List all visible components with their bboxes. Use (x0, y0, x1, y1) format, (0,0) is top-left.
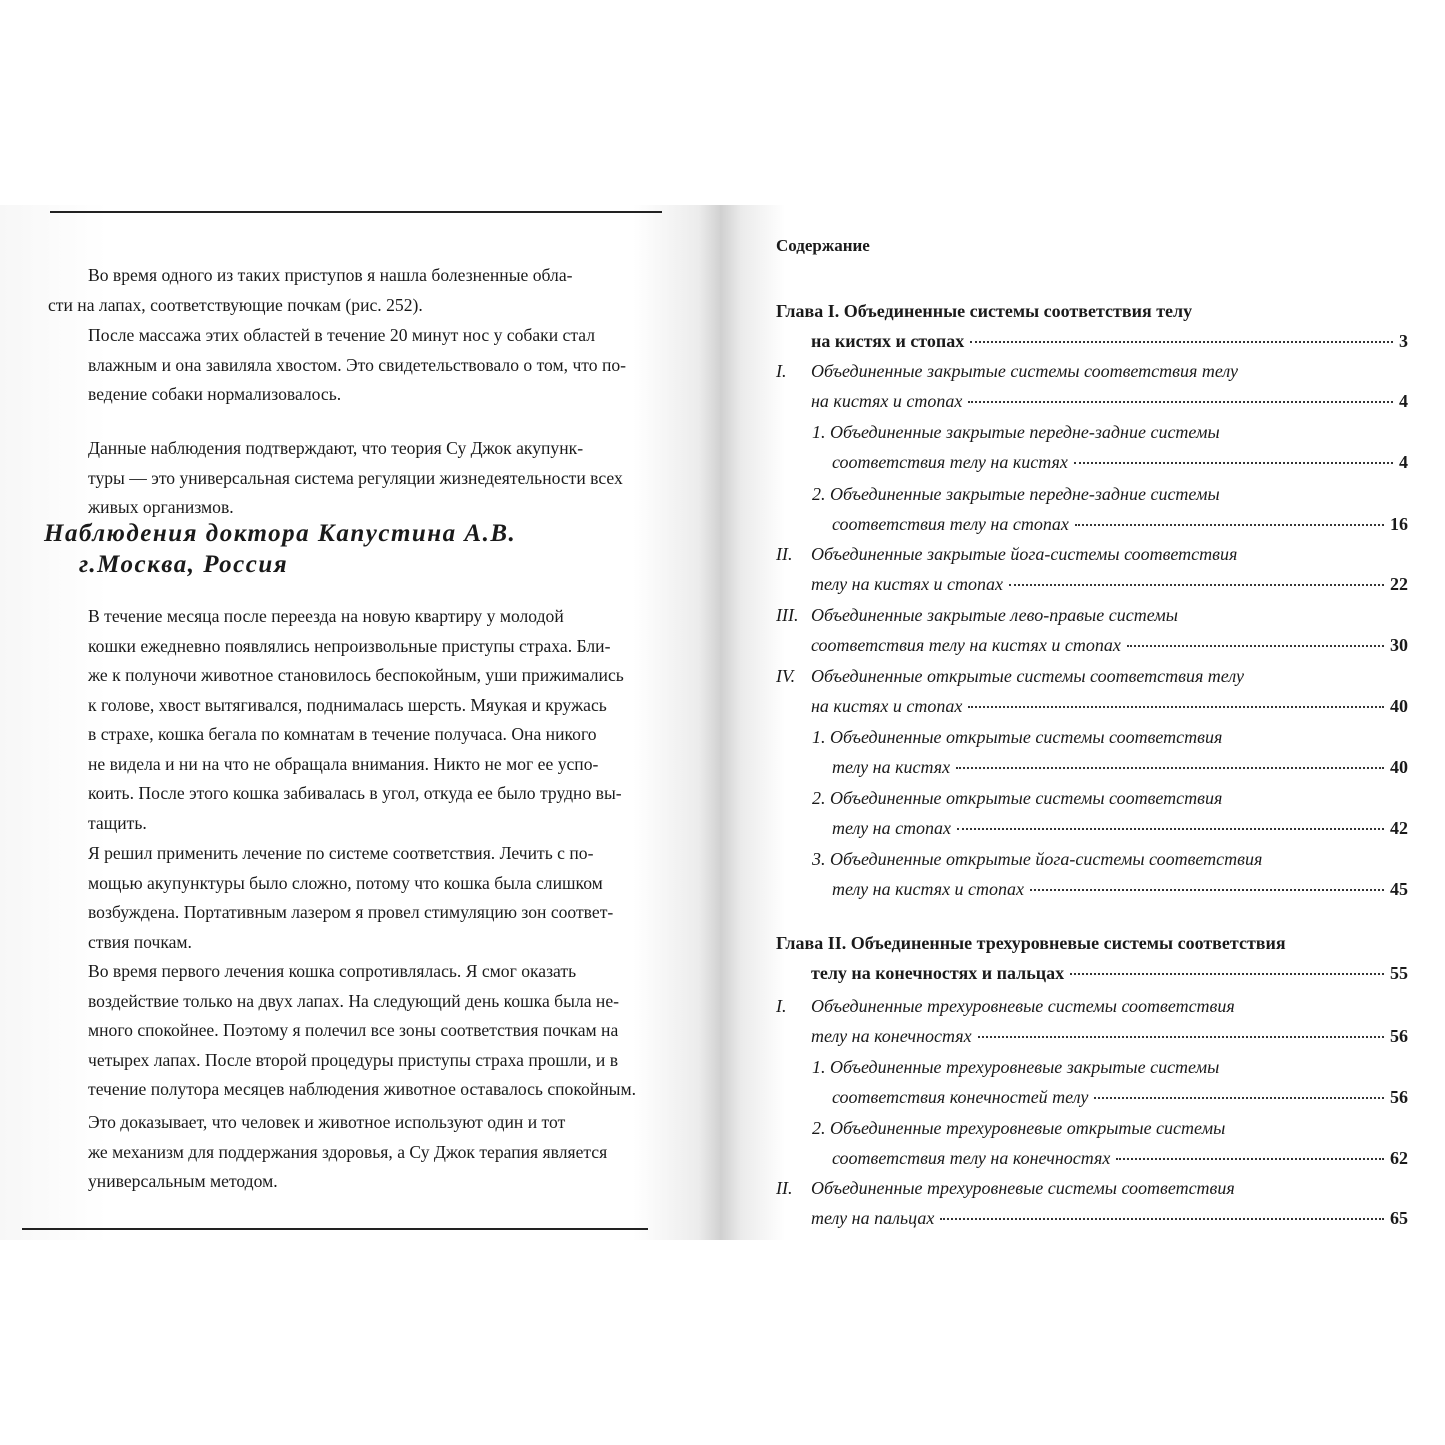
paragraph-4 (48, 602, 648, 838)
page-number: 16 (1390, 514, 1408, 534)
page-number: 45 (1390, 879, 1408, 899)
section-heading (44, 518, 516, 580)
page-number: 30 (1390, 635, 1408, 655)
heading-line-1: Наблюдения доктора Капустина А.В. (44, 520, 517, 547)
section-title-line-2 (832, 513, 1408, 535)
bottom-rule (22, 1228, 648, 1230)
dot-leader (956, 767, 1384, 769)
section-title-line-1: 1. Объединенные трехуровневые закрытые системы (812, 1057, 1220, 1077)
section-title-text: соответствия телу на стопах (832, 514, 1069, 534)
section-title-text: на кистях и стопах (811, 391, 963, 411)
text-line: в страхе, кошка бегала по комнатам в течение получаса. Она никого (88, 724, 597, 744)
section-title-line-1: 2. Объединенные закрытые передне-задние системы (812, 484, 1220, 504)
text-line: Я решил применить лечение по системе соответствия. Лечить с по- (88, 843, 594, 863)
section-number: I. (776, 996, 787, 1016)
text-line: кошки ежедневно появлялись непроизвольные приступы страха. Бли- (88, 635, 611, 656)
dot-leader (968, 706, 1384, 708)
text-line: влажным и она завиляла хвостом. Это свидетельствовало о том, что по- (88, 354, 627, 375)
page-number: 4 (1399, 391, 1408, 411)
dot-leader (940, 1218, 1384, 1220)
chapter-title-text: на кистях и стопах (811, 331, 965, 351)
chapter-title-line-2 (811, 962, 1408, 984)
page-number: 62 (1390, 1148, 1408, 1168)
open-book (0, 205, 1445, 1240)
section-title-line-2 (832, 756, 1408, 778)
chapter-title-line-1: Глава II. Объединенные трехуровневые системы соответствия (776, 933, 1286, 953)
text-line: же механизм для поддержания здоровья, а Су Джок терапия является (88, 1141, 608, 1162)
text-line: ведение собаки нормализовалось. (88, 384, 342, 404)
dot-leader (1116, 1158, 1384, 1160)
text-line: Во время одного из таких приступов я нашла болезненные обла- (88, 265, 573, 285)
section-title-line-1: 3. Объединенные открытые йога-системы соответствия (812, 849, 1263, 869)
section-title-line-2 (811, 695, 1408, 717)
section-title-line-2 (832, 1147, 1408, 1169)
section-title-line-2 (811, 390, 1408, 412)
paragraph-5 (48, 839, 648, 957)
text-line: Это доказывает, что человек и животное используют один и тот (88, 1112, 566, 1132)
page-number: 56 (1390, 1087, 1408, 1107)
text-line: Данные наблюдения подтверждают, что теория Су Джок акупунк- (88, 438, 584, 458)
page-number: 40 (1390, 696, 1408, 716)
paragraph-3 (48, 434, 648, 523)
page-number: 42 (1390, 818, 1408, 838)
section-title-text: телу на кистях и стопах (832, 879, 1025, 899)
section-title-text: соответствия телу на кистях и стопах (811, 635, 1121, 655)
text-line: коить. После этого кошка забивалась в угол, откуда ее было трудно вы- (88, 783, 622, 803)
page-number: 40 (1390, 757, 1408, 777)
section-title-line-2 (811, 634, 1408, 656)
page-number: 4 (1399, 452, 1408, 472)
section-title-text: телу на кистях и стопах (811, 574, 1004, 594)
toc-title: Содержание (776, 236, 870, 255)
section-number: III. (776, 605, 799, 625)
section-title-line-1: Объединенные закрытые лево-правые системы (811, 605, 1178, 625)
text-line: сти на лапах, соответствующие почкам (рис. 252). (48, 294, 423, 315)
section-title-line-1: 1. Объединенные открытые системы соответствия (812, 727, 1223, 747)
dot-leader (968, 401, 1393, 403)
section-title-text: телу на стопах (832, 818, 952, 838)
section-title-text: телу на конечностях (811, 1026, 972, 1046)
dot-leader (1009, 584, 1384, 586)
dot-leader (978, 1036, 1384, 1038)
text-line: много спокойнее. Поэтому я полечил все зоны соответствия почкам на (88, 1020, 619, 1040)
section-title-line-1: 2. Объединенные открытые системы соответствия (812, 788, 1223, 808)
text-line: же к полуночи животное становилось беспокойным, уши прижимались (88, 665, 624, 685)
text-line: После массажа этих областей в течение 20 минут нос у собаки стал (88, 325, 595, 345)
chapter-title-text: телу на конечностях и пальцах (811, 963, 1065, 983)
section-title-line-1: Объединенные трехуровневые системы соответствия (811, 996, 1235, 1016)
text-line: ствия почкам. (88, 931, 192, 952)
section-title-line-2 (811, 1207, 1408, 1229)
section-title-line-2 (811, 573, 1408, 595)
text-line: мощью акупунктуры было сложно, потому что кошка была слишком (88, 872, 603, 893)
section-title-line-1: Объединенные закрытые системы соответствия телу (811, 361, 1238, 381)
dot-leader (970, 341, 1393, 343)
paragraph-7 (48, 1108, 648, 1197)
text-line: течение полутора месяцев наблюдения животное оставалось спокойным. (88, 1079, 636, 1099)
page-number: 65 (1390, 1208, 1408, 1228)
top-rule (50, 211, 662, 213)
heading-line-2: г.Москва, Россия (79, 551, 289, 578)
text-line: к голове, хвост вытягивался, поднималась шерсть. Мяукая и кружась (88, 694, 607, 715)
section-title-line-2 (832, 817, 1408, 839)
section-number: IV. (776, 666, 796, 686)
section-title-text: телу на кистях (832, 757, 951, 777)
text-line: туры — это универсальная система регуляции жизнедеятельности всех (88, 467, 623, 488)
section-title-text: соответствия телу на конечностях (832, 1148, 1111, 1168)
section-title-line-2 (832, 451, 1408, 473)
chapter-title-line-1: Глава I. Объединенные системы соответствия телу (776, 301, 1193, 321)
section-title-line-1: 1. Объединенные закрытые передне-задние системы (812, 422, 1220, 442)
right-page (720, 205, 1445, 1240)
section-title-line-1: Объединенные закрытые йога-системы соответствия (811, 544, 1238, 564)
section-title-line-1: Объединенные трехуровневые системы соответствия (811, 1178, 1235, 1198)
text-line: Во время первого лечения кошка сопротивлялась. Я смог оказать (88, 961, 577, 981)
text-line: универсальным методом. (88, 1171, 278, 1191)
text-line: живых организмов. (88, 497, 234, 517)
page-number: 22 (1390, 574, 1408, 594)
dot-leader (1127, 645, 1384, 647)
section-title-line-1: Объединенные открытые системы соответствия телу (811, 666, 1244, 686)
section-title-line-1: 2. Объединенные трехуровневые открытые системы (812, 1118, 1226, 1138)
section-title-text: соответствия конечностей телу (832, 1087, 1089, 1107)
dot-leader (957, 828, 1384, 830)
page-number: 56 (1390, 1026, 1408, 1046)
text-line: четырех лапах. После второй процедуры приступы страха прошли, и в (88, 1049, 619, 1070)
text-line: возбуждена. Портативным лазером я провел стимуляцию зон соответ- (88, 902, 614, 922)
section-title-text: телу на пальцах (811, 1208, 935, 1228)
left-page (0, 205, 720, 1240)
dot-leader (1030, 889, 1384, 891)
page-number: 55 (1390, 963, 1408, 983)
text-line: не видела и ни на что не обращала внимания. Никто не мог ее успо- (88, 753, 599, 774)
dot-leader (1075, 524, 1384, 526)
section-title-line-2 (832, 1086, 1408, 1108)
section-number: II. (776, 544, 793, 564)
section-number: I. (776, 361, 787, 381)
page-number: 3 (1399, 331, 1408, 351)
paragraph-1 (48, 261, 648, 320)
section-title-text: на кистях и стопах (811, 696, 963, 716)
section-title-text: соответствия телу на кистях (832, 452, 1068, 472)
text-line: тащить. (88, 812, 147, 833)
paragraph-2 (48, 321, 648, 410)
text-line: воздействие только на двух лапах. На следующий день кошка была не- (88, 990, 620, 1011)
section-title-line-2 (832, 878, 1408, 900)
section-title-line-2 (811, 1025, 1408, 1047)
dot-leader (1070, 973, 1384, 975)
chapter-title-line-2 (811, 330, 1408, 352)
text-line: В течение месяца после переезда на новую квартиру у молодой (88, 606, 564, 626)
paragraph-6 (48, 957, 648, 1105)
section-number: II. (776, 1178, 793, 1198)
dot-leader (1094, 1097, 1384, 1099)
dot-leader (1074, 462, 1393, 464)
